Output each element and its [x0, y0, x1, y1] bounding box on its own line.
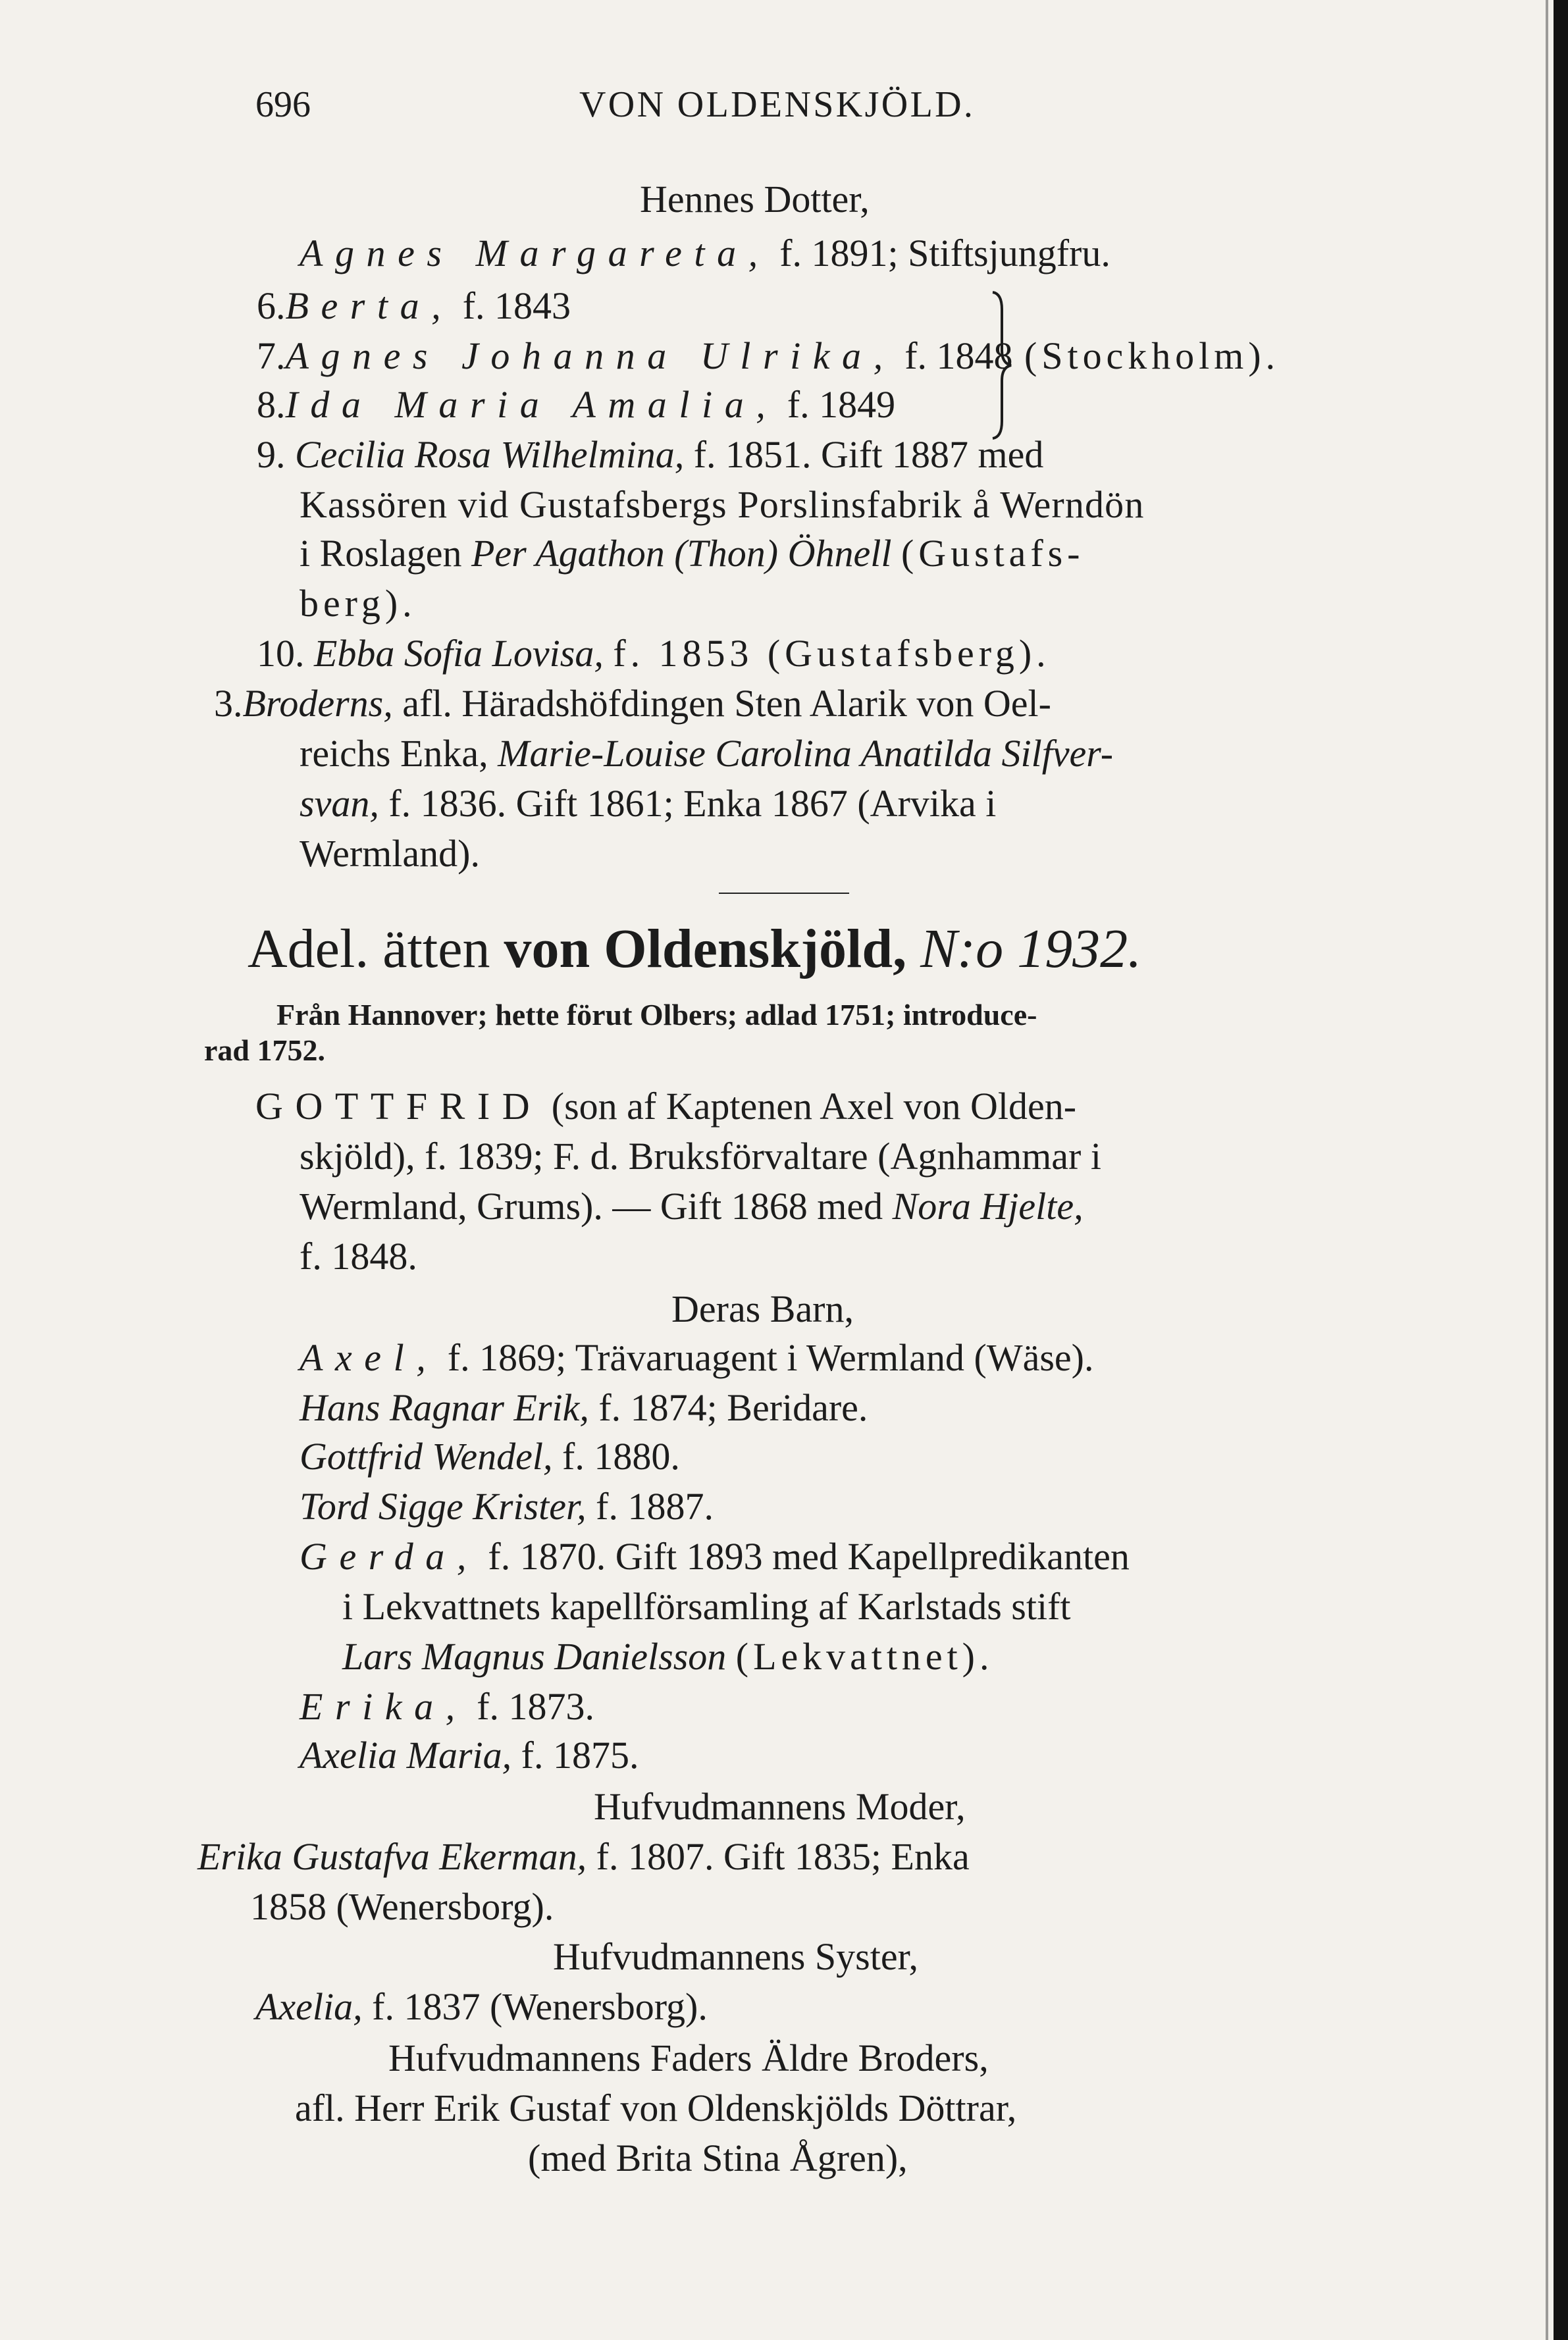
gottfrid-line-3: Wermland, Grums). — Gift 1868 med Nora Hjelte,	[300, 1185, 1084, 1228]
mother-line-2: 1858 (Wenersborg).	[250, 1885, 554, 1928]
entry-agnes-margareta: Agnes Margareta, f. 1891; Stiftsjungfru.	[300, 232, 1111, 274]
entry-gerda: Gerda, f. 1870. Gift 1893 med Kapellpredikanten	[300, 1535, 1130, 1578]
gerda-line-3: Lars Magnus Danielsson (Lekvattnet).	[342, 1635, 994, 1678]
intro-line-2: rad 1752.	[204, 1033, 325, 1067]
stockholm-note: (Stockholm).	[1024, 334, 1280, 377]
cecilia-line-4: berg).	[300, 582, 417, 625]
page-edge-shadow	[1554, 0, 1568, 2340]
uncle-line-2: afl. Herr Erik Gustaf von Oldenskjölds Döttrar,	[295, 2087, 1017, 2129]
entry-sister: Axelia, f. 1837 (Wenersborg).	[255, 1985, 708, 2028]
name-per-agathon-ohnell: Per Agathon (Thon) Öhnell	[471, 532, 892, 575]
entry-gottfrid: GOTTFRID (son af Kaptenen Axel von Olden-	[255, 1085, 1077, 1128]
entry-axel: Axel, f. 1869; Trävaruagent i Wermland (Wäse).	[300, 1336, 1094, 1379]
running-title: VON OLDENSKJÖLD.	[579, 84, 976, 125]
uncle-line-3: (med Brita Stina Ågren),	[528, 2137, 908, 2179]
cecilia-line-3: i Roslagen Per Agathon (Thon) Öhnell (Gustafs-	[300, 532, 1085, 575]
page-number: 696	[255, 84, 311, 125]
entry-mother: Erika Gustafva Ekerman, f. 1807. Gift 1835; Enka	[197, 1835, 970, 1878]
page-edge-line	[1546, 0, 1548, 2340]
children-heading: Deras Barn,	[671, 1287, 854, 1330]
entry-ebba: 10. Ebba Sofia Lovisa, f. 1853 (Gustafsberg).	[257, 632, 1051, 675]
entry-hans: Hans Ragnar Erik, f. 1874; Beridare.	[300, 1386, 868, 1429]
uncle-heading: Hufvudmannens Faders Äldre Broders,	[388, 2037, 989, 2079]
mother-heading: Hufvudmannens Moder,	[594, 1785, 966, 1828]
broderns-line-3: svan, f. 1836. Gift 1861; Enka 1867 (Arvika i	[300, 782, 997, 825]
broderns-line-4: Wermland).	[300, 832, 480, 875]
gottfrid-line-2: skjöld), f. 1839; F. d. Bruksförvaltare (Agnhammar i	[300, 1135, 1101, 1178]
broderns-line-2: reichs Enka, Marie-Louise Carolina Anatilda Silfver-	[300, 732, 1114, 775]
name-lars-magnus-danielsson: Lars Magnus Danielsson	[342, 1635, 727, 1678]
brace-symbol	[989, 290, 1015, 441]
section-divider	[719, 893, 849, 894]
gottfrid-line-4: f. 1848.	[300, 1235, 417, 1278]
cecilia-line-2: Kassören vid Gustafsbergs Porslinsfabrik å Werndön	[300, 483, 1145, 526]
sister-heading: Hufvudmannens Syster,	[553, 1935, 919, 1978]
entry-axelia-maria: Axelia Maria, f. 1875.	[300, 1734, 639, 1777]
entry-erika: Erika, f. 1873.	[300, 1685, 595, 1728]
name-nora-hjelte: Nora Hjelte,	[892, 1185, 1084, 1228]
name-gottfrid: GOTTFRID	[255, 1085, 542, 1128]
name-erika-gustafva-ekerman: Erika Gustafva Ekerman,	[197, 1835, 587, 1878]
name-agnes-margareta: Agnes Margareta,	[300, 232, 770, 274]
daughter-heading: Hennes Dotter,	[640, 178, 870, 221]
name-marie-louise: Marie-Louise Carolina Anatilda Silfver-	[498, 732, 1114, 775]
family-title: Adel. ätten von Oldenskjöld, N:o 1932.	[248, 918, 1142, 979]
entry-gottfrid-wendel: Gottfrid Wendel, f. 1880.	[300, 1435, 680, 1478]
gerda-line-2: i Lekvattnets kapellförsamling af Karlstads stift	[342, 1585, 1071, 1628]
entry-berta: 6.Berta, f. 1843	[257, 284, 571, 327]
entry-agnes-johanna: 7.Agnes Johanna Ulrika, f. 1848	[257, 334, 1013, 377]
entry-broderns: 3.Broderns, afl. Häradshöfdingen Sten Alarik von Oel-	[214, 682, 1051, 725]
entry-cecilia: 9. Cecilia Rosa Wilhelmina, f. 1851. Gift 1887 med	[257, 433, 1044, 476]
intro-line-1: Från Hannover; hette förut Olbers; adlad 1751; introduce-	[276, 998, 1037, 1031]
entry-ida: 8.Ida Maria Amalia, f. 1849	[257, 383, 896, 426]
family-name: von Oldenskjöld,	[504, 918, 907, 979]
entry-tord: Tord Sigge Krister, f. 1887.	[300, 1485, 714, 1528]
